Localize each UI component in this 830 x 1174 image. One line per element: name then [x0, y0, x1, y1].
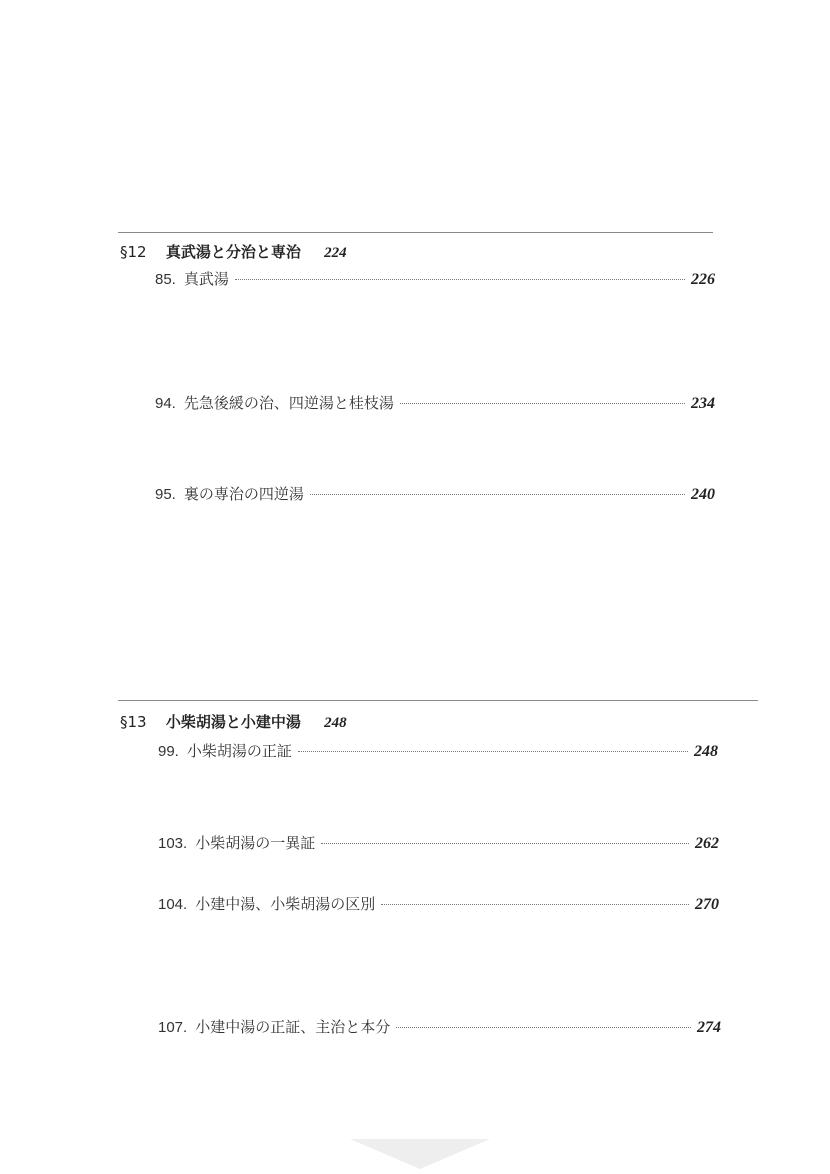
entry-number: 99.	[158, 743, 179, 760]
entry-page-number: 226	[691, 271, 715, 288]
toc-entry-103[interactable]	[158, 832, 719, 853]
entry-number: 104.	[158, 896, 188, 913]
dot-leader	[400, 403, 685, 404]
dot-leader	[396, 1027, 691, 1028]
entry-title: 小建中湯の正証、主治と本分	[195, 1018, 391, 1036]
dot-leader	[298, 751, 688, 752]
dot-leader	[310, 494, 685, 495]
entry-number: 94.	[155, 395, 176, 412]
section-title: 真武湯と分治と専治	[165, 243, 301, 261]
section-12-divider	[118, 232, 713, 233]
dot-leader	[235, 279, 685, 280]
entry-number: 107.	[158, 1019, 188, 1036]
entry-page-number: 240	[691, 486, 715, 503]
entry-title: 小柴胡湯の一異証	[195, 834, 316, 852]
toc-entry-104[interactable]	[158, 893, 719, 914]
entry-page-number: 270	[695, 896, 719, 913]
section-13-heading	[120, 711, 347, 732]
scan-artifact-shape	[350, 1139, 490, 1169]
entry-title: 裏の専治の四逆湯	[183, 485, 304, 503]
section-title: 小柴胡湯と小建中湯	[165, 713, 301, 731]
section-page-number: 224	[324, 245, 347, 261]
toc-entry-99[interactable]	[158, 740, 718, 761]
entry-number: 85.	[155, 271, 176, 288]
entry-number: 95.	[155, 486, 176, 503]
entry-page-number: 248	[694, 743, 718, 760]
toc-entry-107[interactable]	[158, 1016, 721, 1037]
entry-page-number: 262	[695, 835, 719, 852]
entry-title: 小建中湯、小柴胡湯の区別	[195, 895, 376, 913]
entry-number: 103.	[158, 835, 188, 852]
section-13-divider	[118, 700, 758, 701]
dot-leader	[381, 904, 689, 905]
entry-page-number: 234	[691, 395, 715, 412]
entry-title: 真武湯	[183, 270, 229, 288]
toc-entry-95[interactable]	[155, 483, 715, 504]
section-12-heading	[120, 241, 347, 262]
section-marker: §13	[120, 713, 147, 731]
entry-title: 小柴胡湯の正証	[186, 742, 292, 760]
toc-entry-94[interactable]	[155, 392, 715, 413]
dot-leader	[321, 843, 689, 844]
section-marker: §12	[120, 243, 147, 261]
section-page-number: 248	[324, 715, 347, 731]
entry-page-number: 274	[697, 1019, 721, 1036]
entry-title: 先急後緩の治、四逆湯と桂枝湯	[183, 394, 394, 412]
toc-entry-85[interactable]	[155, 268, 715, 289]
